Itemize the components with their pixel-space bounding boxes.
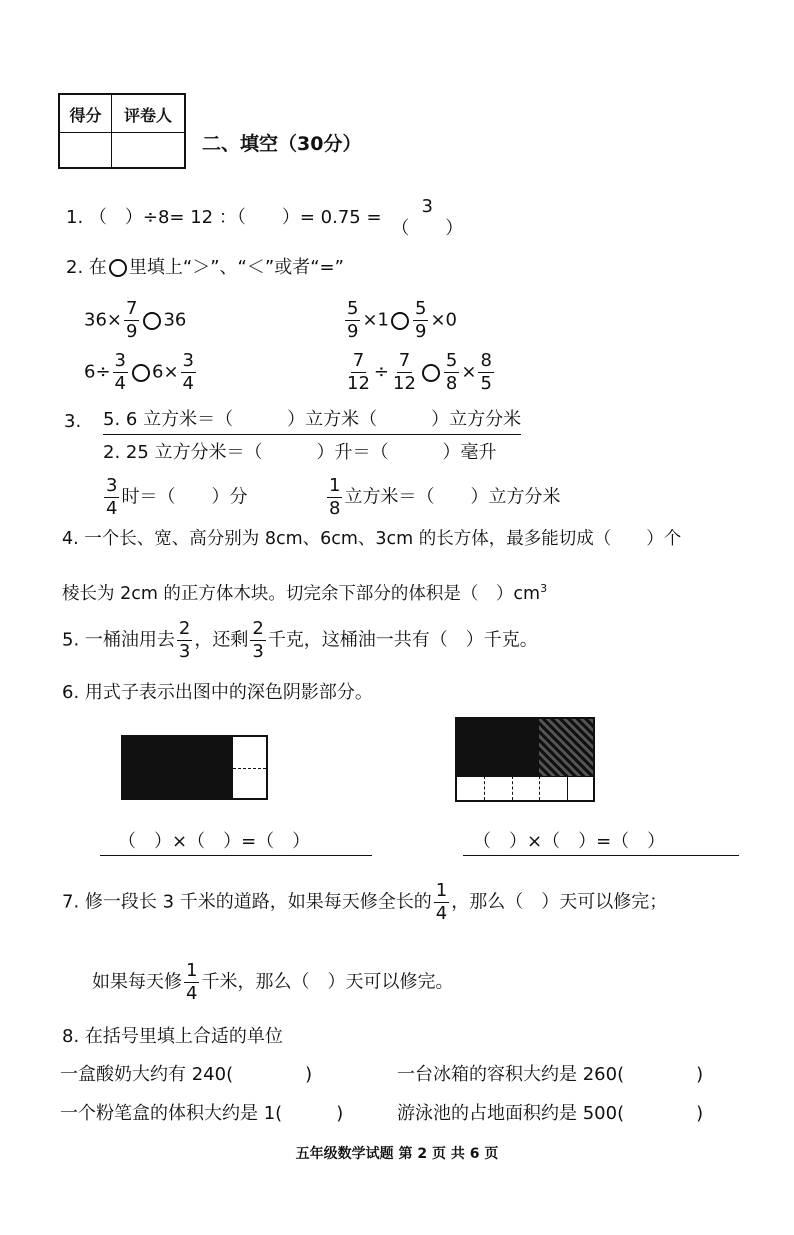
q4-line1: 4. 一个长、宽、高分别为 8cm、6cm、3cm 的长方体，最多能切成（ ）个 (62, 529, 682, 549)
circle-icon (109, 259, 127, 277)
q6-formula-2: （ ）×（ ）=（ ） (463, 829, 739, 856)
q3-line1: 5. 6 立方米＝（ ）立方米（ ）立方分米 (103, 407, 521, 435)
q6-formula-1: （ ）×（ ）=（ ） (100, 829, 372, 856)
q3-line3-right: $\frac{1}{8}$ 立方米＝（ ）立方分米 (329, 475, 561, 519)
page-footer: 五年级数学试题 第 2 页 共 6 页 (295, 1146, 499, 1162)
score-box (58, 93, 186, 169)
q3-line2: 2. 25 立方分米＝（ ）升＝（ ）毫升 (103, 442, 497, 463)
q8-row1-right: 一台冰箱的容积大约是 260( ) (397, 1064, 704, 1085)
score-label: 得分 (69, 106, 102, 125)
q2-row2-left: 6÷ $\frac{3}{4}$ 6× $\frac{3}{4}$ (84, 350, 194, 394)
circle-icon (143, 312, 161, 330)
section-title: 二、填空（30分） (202, 133, 362, 155)
circle-icon (391, 312, 409, 330)
q5-line: 5. 一桶油用去 $\frac{2}{3}$ ，还剩 $\frac{2}{3}$ 千克，这桶油一共有（ ）千克。 (62, 618, 538, 662)
q1-text: 1. （ ）÷8= 12 ：（ ）= 0.75 = (66, 207, 382, 228)
q8-row2-left: 一个粉笔盒的体积大约是 1( ) (60, 1103, 344, 1124)
q8-title: 8. 在括号里填上合适的单位 (62, 1026, 283, 1047)
q3-number: 3. (64, 411, 82, 432)
q7-line2: 如果每天修 $\frac{1}{4}$ 千米，那么（ ）天可以修完。 (92, 960, 454, 1004)
q8-row1-left: 一盒酸奶大约有 240( ) (60, 1064, 313, 1085)
q3-line3-left: $\frac{3}{4}$ 时＝（ ）分 (106, 475, 248, 519)
q2-row1-left: 36× $\frac{7}{9}$ 36 (84, 298, 187, 342)
circle-icon (132, 364, 150, 382)
q2-row2-right: $\frac{7}{12}$ ÷ $\frac{7}{12}$ $\frac{5}{8}$ × $\frac{8}{5}$ (347, 350, 492, 394)
q2-title: 2. 在 里填上“＞”、“＜”或者“=” (66, 257, 344, 278)
q7-line1: 7. 修一段长 3 千米的道路，如果每天修全长的 $\frac{1}{4}$ ，那么（ ）天可以修完； (62, 880, 668, 924)
q6-title: 6. 用式子表示出图中的深色阴影部分。 (62, 682, 373, 703)
q4-line2: 棱长为 2cm 的正方体木块。切完余下部分的体积是（ ）$cm^3$ (62, 582, 548, 604)
circle-icon (422, 364, 440, 382)
q2-row1-right: $\frac{5}{9}$ ×1 $\frac{5}{9}$ ×0 (347, 298, 457, 342)
shaded-diagram-2 (455, 717, 595, 802)
grader-label: 评卷人 (123, 106, 172, 125)
q8-row2-right: 游泳池的占地面积约是 500( ) (397, 1103, 704, 1124)
q1-line (66, 198, 467, 238)
q1-fraction: 3 （ ） (391, 196, 464, 239)
shaded-diagram-1 (121, 735, 268, 800)
